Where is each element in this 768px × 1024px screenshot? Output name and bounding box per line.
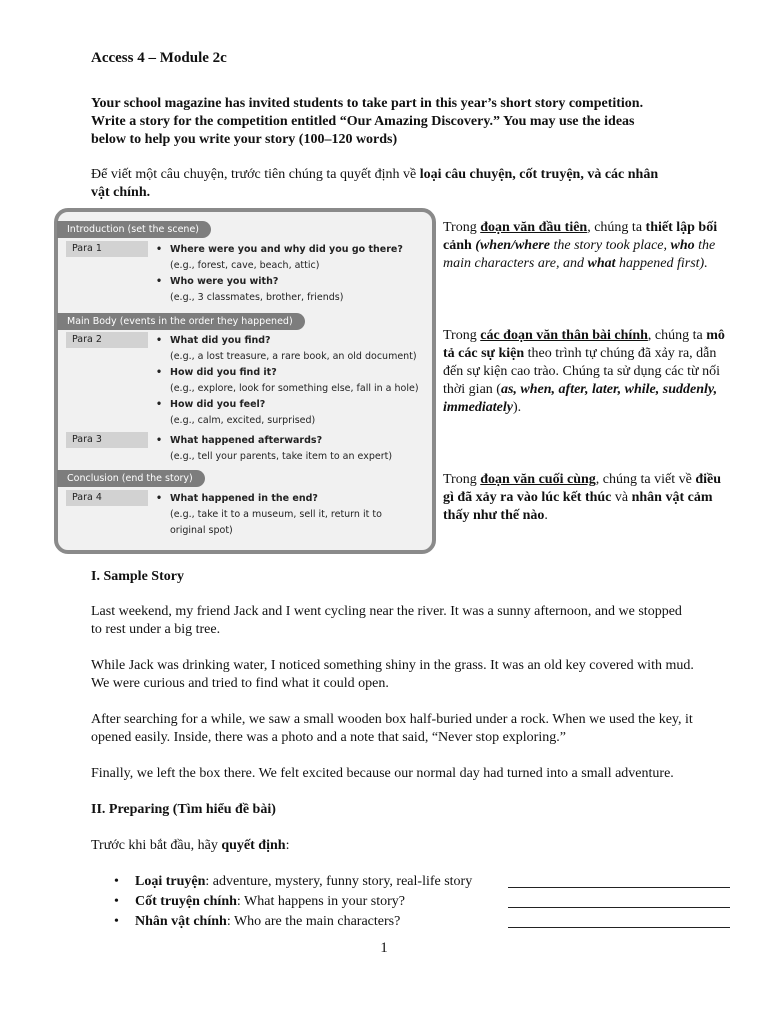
page-title: Access 4 – Module 2c	[91, 50, 227, 66]
bullet: •	[114, 914, 119, 929]
bullet: •	[114, 874, 119, 889]
sample-p3-line1: After searching for a while, we saw a small wooden box half-buried under a rock. When we used the key, it	[91, 712, 693, 727]
sample-p2-line1: While Jack was drinking water, I noticed something shiny in the grass. It was an old key covered with mud.	[91, 658, 694, 673]
p2-question-3: • How did you feel?	[170, 398, 265, 411]
para-1-label: Para 1	[66, 241, 148, 257]
section-conclusion: Conclusion (end the story)	[57, 470, 205, 487]
p1-example-1: (e.g., forest, cave, beach, attic)	[170, 260, 320, 271]
p4-question-1: • What happened in the end?	[170, 492, 318, 505]
preparing-lead: Trước khi bắt đầu, hãy quyết định:	[91, 838, 290, 853]
sample-heading: I. Sample Story	[91, 569, 184, 584]
intro-line-2: vật chính.	[91, 185, 151, 200]
note-conclusion: Trong đoạn văn cuối cùng, chúng ta viết về điều gì đã xảy ra vào lúc kết thúc và nhân vật cảm thấy như thế nào.	[443, 472, 721, 523]
p2-example-3: (e.g., calm, excited, surprised)	[170, 415, 316, 426]
preparing-heading: II. Preparing (Tìm hiểu đề bài)	[91, 802, 276, 817]
task-line-1: Your school magazine has invited students to take part in this year’s short story competition.	[91, 96, 644, 111]
task-line-2: Write a story for the competition entitled “Our Amazing Discovery.” You may use the ideas	[91, 114, 635, 129]
p3-example-1: (e.g., tell your parents, take item to an expert)	[170, 451, 393, 462]
note-main-body: Trong các đoạn văn thân bài chính, chúng ta mô tả các sự kiện theo trình tự chúng đã xảy ra, dẫn đến sự kiện cao trào. Chúng ta sử dụng các từ nối thời gian (as, when, after, later, while, suddenly, immediately).	[443, 328, 725, 415]
sample-p2-line2: We were curious and tried to find what it could open.	[91, 676, 389, 691]
sample-p1-line2: to rest under a big tree.	[91, 622, 221, 637]
para-4-label: Para 4	[66, 490, 148, 506]
sample-p1-line1: Last weekend, my friend Jack and I went cycling near the river. It was a sunny afternoon, and we stopped	[91, 604, 682, 619]
bullet: •	[114, 894, 119, 909]
section-main-body: Main Body (events in the order they happened)	[57, 313, 305, 330]
page-number: 1	[380, 940, 388, 956]
intro-line-1: Để viết một câu chuyện, trước tiên chúng ta quyết định về loại câu chuyện, cốt truyện, và các nhân	[91, 167, 659, 182]
p2-example-2: (e.g., explore, look for something else, fall in a hole)	[170, 383, 419, 394]
para-3-label: Para 3	[66, 432, 148, 448]
story-outline-figure	[54, 208, 436, 554]
answer-line-characters[interactable]	[508, 927, 730, 928]
sample-p4-line1: Finally, we left the box there. We felt excited because our normal day had turned into a small adventure.	[91, 766, 674, 781]
answer-line-plot[interactable]	[508, 907, 730, 908]
para-2-label: Para 2	[66, 332, 148, 348]
p2-example-1: (e.g., a lost treasure, a rare book, an old document)	[170, 351, 417, 362]
task-line-3: below to help you write your story (100–120 words)	[91, 132, 398, 147]
note-introduction: Trong đoạn văn đầu tiên, chúng ta thiết lập bối cảnh (when/where the story took place, who the main characters are, and what happened first).	[443, 220, 718, 271]
p3-question-1: • What happened afterwards?	[170, 434, 322, 447]
p1-question-1: • Where were you and why did you go there?	[170, 243, 403, 256]
sample-p3-line2: opened easily. Inside, there was a photo and a note that said, “Never stop exploring.”	[91, 730, 566, 745]
answer-line-story-type[interactable]	[508, 887, 730, 888]
p2-question-2: • How did you find it?	[170, 366, 277, 379]
p1-example-2: (e.g., 3 classmates, brother, friends)	[170, 292, 344, 303]
p4-example-1b: original spot)	[170, 525, 233, 536]
p4-example-1a: (e.g., take it to a museum, sell it, return it to	[170, 509, 382, 520]
p2-question-1: • What did you find?	[170, 334, 271, 347]
section-introduction: Introduction (set the scene)	[57, 221, 211, 238]
p1-question-2: • Who were you with?	[170, 275, 278, 288]
